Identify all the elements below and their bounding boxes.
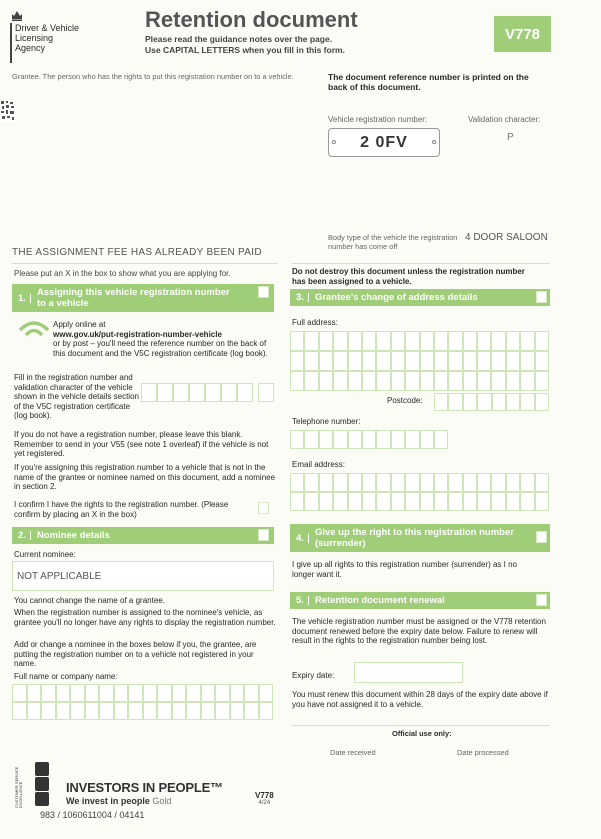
- section-3-title: Grantee's change of address details: [314, 292, 478, 303]
- when-assigned-text: When the registration number is assigned to the nominee's vehicle, as grantee you'll no longer have any rights to display the registration number.: [14, 608, 276, 627]
- expiry-label: Expiry date:: [292, 671, 335, 680]
- section-4-number: 4.: [296, 532, 304, 544]
- section-1-reg-boxes[interactable]: [141, 383, 253, 402]
- address-label: Full address:: [292, 318, 338, 327]
- do-not-destroy-note: Do not destroy this document unless the registration number has been assigned to a vehicle.: [292, 267, 525, 286]
- postcode-label: Postcode:: [387, 396, 423, 405]
- validation-label: Validation character:: [468, 115, 541, 124]
- grantee-note: [12, 72, 294, 81]
- customer-service-excellence-logo: CUSTOMER SERVICE EXCELLENCE: [15, 760, 53, 808]
- email-label: Email address:: [292, 460, 345, 469]
- section-4-checkbox[interactable]: [536, 531, 547, 543]
- dvla-logo: [6, 8, 102, 64]
- reg-value: 2 0FV: [360, 133, 408, 151]
- grantee-note-text: Grantee. The person who has the rights to put this registration number on to a vehicle.: [12, 72, 294, 81]
- iip-logo: [66, 780, 223, 806]
- surrender-text: I give up all rights to this registration number (surrender) as I no longer want it.: [292, 560, 517, 579]
- reference-note: The document reference number is printed on the back of this document.: [328, 72, 529, 92]
- serial-number: 983 / 1060611004 / 04141: [40, 810, 145, 820]
- renew-note: You must renew this document within 28 days of the expiry date above if you have not assigned it to a vehicle.: [292, 690, 548, 709]
- no-reg-text: If you do not have a registration number, please leave this blank. Remember to send in your V55 (see note 1 overleaf) if the vehicle is not yet registered.: [14, 430, 269, 458]
- section-4-title: Give up the right to this registration number (surrender): [314, 527, 514, 549]
- date-received-label: Date received: [330, 748, 376, 757]
- wifi-icon: [16, 318, 52, 340]
- section-1-number: 1.: [18, 292, 26, 304]
- section-1-header: [12, 284, 274, 312]
- section-4-header: [290, 524, 550, 552]
- form-code: V778: [504, 25, 541, 43]
- section-2-header: [12, 527, 274, 544]
- page-title: Retention document: [145, 7, 358, 32]
- section-1-title: Assigning this vehicle registration number to a vehicle: [36, 287, 230, 309]
- renewal-text: The vehicle registration number must be assigned or the V778 retention document renewed before the expiry date below. Failure to renew will result in the rights to the registration number being lost.: [292, 617, 546, 645]
- telephone-label: Telephone number:: [292, 417, 361, 426]
- email-boxes[interactable]: [290, 473, 549, 511]
- current-nominee-label: Current nominee:: [14, 550, 76, 559]
- iip-level: Gold: [152, 796, 172, 806]
- agency-line: Licensing: [15, 33, 54, 43]
- nominee-name-boxes[interactable]: [12, 684, 273, 720]
- section-5-checkbox[interactable]: [536, 594, 547, 606]
- confirm-checkbox[interactable]: [258, 502, 269, 514]
- section-2-title: Nominee details: [36, 530, 110, 541]
- iip-sub: We invest in people: [66, 796, 150, 806]
- validation-value: P: [507, 132, 514, 143]
- section-3-header: [290, 289, 550, 306]
- footer-form-code: V778: [255, 791, 274, 800]
- apply-instruction: Please put an X in the box to show what you are applying for.: [14, 269, 231, 278]
- instruction-line: Use CAPITAL LETTERS when you fill in this form.: [145, 45, 345, 55]
- online-prefix: Apply online at: [53, 320, 106, 329]
- iip-title: INVESTORS IN PEOPLE™: [66, 780, 223, 795]
- body-type-label: Body type of the vehicle the registration number has come off: [328, 233, 458, 251]
- confirm-text: I confirm I have the rights to the registration number. (Please confirm by placing an X in the box): [14, 500, 229, 519]
- fee-notice: THE ASSIGNMENT FEE HAS ALREADY BEEN PAID: [12, 247, 262, 258]
- expiry-date-field[interactable]: [354, 662, 463, 683]
- current-nominee-field: [12, 561, 274, 591]
- telephone-boxes[interactable]: [290, 430, 448, 449]
- section-2-checkbox[interactable]: [258, 529, 269, 541]
- section-2-number: 2.: [18, 530, 26, 541]
- agency-line: Agency: [15, 43, 46, 53]
- crown-icon: [10, 8, 24, 22]
- official-use-box: [292, 725, 550, 758]
- agency-line: Driver & Vehicle: [15, 23, 80, 33]
- section-3-number: 3.: [296, 292, 304, 303]
- form-code-badge: [494, 16, 551, 52]
- full-name-label: Full name or company name:: [14, 672, 118, 681]
- current-nominee-value: NOT APPLICABLE: [17, 570, 102, 582]
- footer-form-date: 4/24: [258, 800, 271, 806]
- section-5-title: Retention document renewal: [314, 595, 445, 606]
- online-url[interactable]: www.gov.uk/put-registration-number-vehicle: [53, 329, 222, 339]
- online-rest: or by post – you'll need the reference number on the back of this document and the V5C registration certificate (log book).: [53, 339, 268, 358]
- section-5-number: 5.: [296, 595, 304, 606]
- section-3-checkbox[interactable]: [536, 291, 547, 303]
- official-use-title: Official use only:: [392, 729, 452, 738]
- instruction-line: Please read the guidance notes over the page.: [145, 34, 333, 44]
- cannot-change-text: You cannot change the name of a grantee.: [14, 596, 165, 605]
- section-1-validation-box[interactable]: [258, 383, 274, 402]
- qr-code-icon: [0, 100, 16, 122]
- nominee-note: If you're assigning this registration number to a vehicle that is not in the name of the grantee or nominee named on this document, add a nominee in section 2.: [14, 463, 276, 491]
- postcode-boxes[interactable]: [434, 393, 549, 411]
- section-5-header: [290, 592, 550, 609]
- body-type-value: 4 DOOR SALOON: [465, 232, 548, 243]
- reg-label: Vehicle registration number:: [328, 115, 428, 124]
- date-processed-label: Date processed: [457, 748, 509, 757]
- address-boxes[interactable]: [290, 331, 549, 391]
- section-1-checkbox[interactable]: [258, 286, 269, 298]
- fill-in-text: Fill in the registration number and validation character of the vehicle shown in the vehicle details section of the V5C registration certificate (log book).: [14, 373, 139, 420]
- reg-plate: [328, 128, 440, 157]
- add-change-text: Add or change a nominee in the boxes below if you, the grantee, are putting the registration number on to a vehicle not registered in your name.: [14, 640, 257, 668]
